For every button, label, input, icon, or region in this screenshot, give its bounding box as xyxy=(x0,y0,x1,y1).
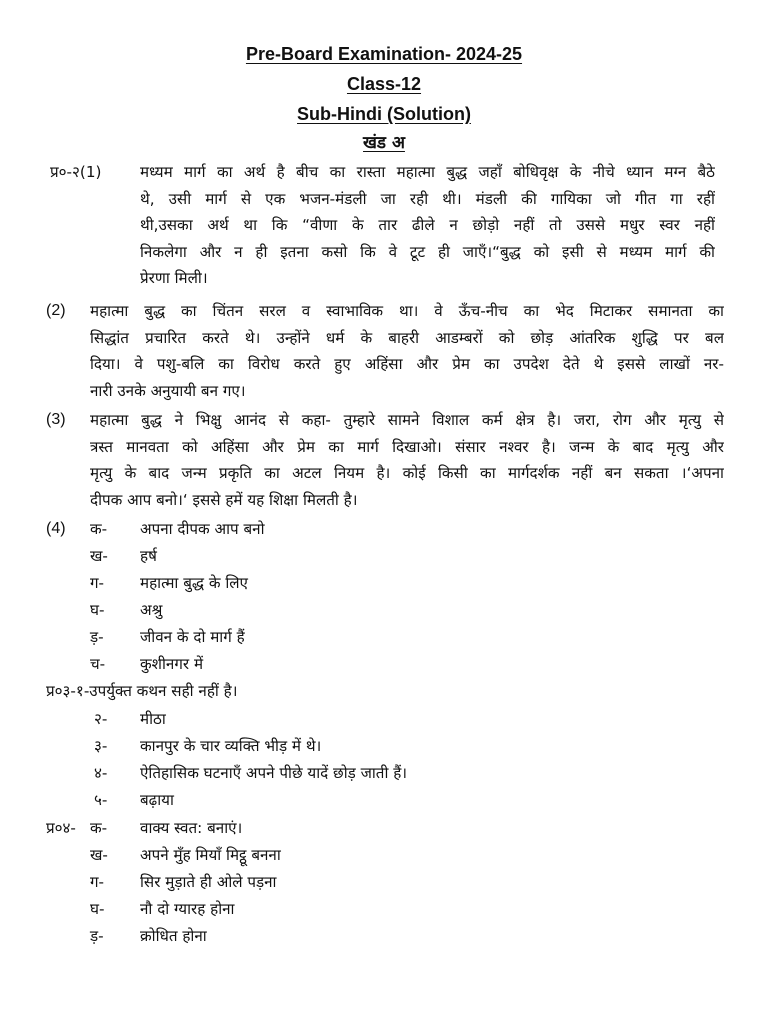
item-mark: ग- xyxy=(90,873,105,891)
answer-line: मध्यम मार्ग का अर्थ है बीच का रास्ता महात्मा बुद्ध जहाँ बोधिवृक्ष के नीचे ध्यान मग्न बैठे xyxy=(140,163,715,181)
item-answer: मीठा xyxy=(140,710,166,728)
item-answer: ऐतिहासिक घटनाएँ अपने पीछे यादें छोड़ जाती हैं। xyxy=(140,764,408,782)
item-mark: ५- xyxy=(94,791,108,809)
item-mark: घ- xyxy=(90,900,105,918)
item-answer: अश्रु xyxy=(140,601,163,619)
exam-title: Pre-Board Examination- 2024-25 xyxy=(245,44,523,64)
answer-line: थे, उसी मार्ग से एक भजन-मंडली जा रही थी। मंडली की गायिका जो गीत गा रहीं xyxy=(140,189,715,208)
answer-line: दिया। वे पशु-बलि का विरोध करते हुए अहिंसा और प्रेम का उपदेश देते थे इससे लाखों नर- xyxy=(90,355,724,374)
answer-line: थी,उसका अर्थ था कि “वीणा के तार ढीले न छोड़ो नहीं तो उससे मधुर स्वर नहीं xyxy=(140,216,715,235)
answer-line: निकलेगा और न ही इतना कसो कि वे टूट ही जाएँ।“बुद्ध को इसी से मध्यम मार्ग की xyxy=(140,242,715,261)
answer-line: प्रेरणा मिली। xyxy=(140,269,208,288)
answer-line: मृत्यु के बाद जन्म प्रकृति का अटल नियम है। कोई किसी का मार्गदर्शक नहीं बन सकता ।‘अपना xyxy=(90,464,724,483)
answer-2-2 xyxy=(90,298,724,404)
item-answer: अपने मुँह मियाँ मिट्ठू बनना xyxy=(140,846,281,864)
item-answer: नौ दो ग्यारह होना xyxy=(140,900,235,918)
question-4-label: प्र०४- xyxy=(46,819,76,837)
answer-line: त्रस्त मानवता को अहिंसा और प्रेम का मार्ग दिखाओ। संसार नश्वर है। जन्म के बाद मृत्यु और xyxy=(90,437,724,456)
item-mark: २- xyxy=(94,710,108,728)
question-2-1-label: प्र०-२(1) xyxy=(50,163,102,181)
answer-line: दीपक आप बनो।‘ इससे हमें यह शिक्षा मिलती है। xyxy=(90,490,358,509)
item-answer: अपना दीपक आप बनो xyxy=(140,520,265,538)
class-title: Class-12 xyxy=(346,74,422,94)
item-mark: ग- xyxy=(90,574,105,592)
item-answer: महात्मा बुद्ध के लिए xyxy=(140,574,248,592)
item-answer: वाक्य स्वत: बनाएं। xyxy=(140,819,243,837)
question-3-first-answer: प्र०३-१-उपर्युक्त कथन सही नहीं है। xyxy=(46,682,238,700)
item-answer: सिर मुड़ाते ही ओले पड़ना xyxy=(140,873,277,891)
item-answer: कानपुर के चार व्यक्ति भीड़ में थे। xyxy=(140,737,322,755)
answer-line: सिद्धांत प्रचारित करते थे। उन्होंने धर्म के बाहरी आडम्बरों को छोड़ आंतरिक शुद्धि पर बल xyxy=(90,328,724,347)
item-answer: बढ़ाया xyxy=(140,791,174,809)
item-mark: ३- xyxy=(94,737,108,755)
item-mark: ख- xyxy=(90,547,108,565)
subject-title: Sub-Hindi (Solution) xyxy=(297,104,471,124)
item-answer: क्रोधित होना xyxy=(140,927,207,945)
question-2-2-label: (2) xyxy=(46,302,66,319)
item-answer: हर्ष xyxy=(140,547,157,565)
question-2-3-label: (3) xyxy=(46,411,66,428)
item-mark: ख- xyxy=(90,846,108,864)
item-mark: च- xyxy=(90,655,106,673)
answer-2-1 xyxy=(140,159,715,292)
answer-line: महात्मा बुद्ध ने भिक्षु आनंद से कहा- तुम्हारे सामने विशाल कर्म क्षेत्र है। जरा, रोग और मृत्यु से xyxy=(90,411,724,429)
answer-line: नारी उनके अनुयायी बन गए। xyxy=(90,381,246,400)
item-mark: ड़- xyxy=(90,628,104,646)
item-mark: ड़- xyxy=(90,927,104,945)
answer-line: महात्मा बुद्ध का चिंतन सरल व स्वाभाविक था। वे ऊँच-नीच का भेद मिटाकर समानता का xyxy=(90,302,724,320)
item-mark: घ- xyxy=(90,601,105,619)
item-mark: क- xyxy=(90,520,108,538)
item-mark: ४- xyxy=(94,764,108,782)
item-mark: क- xyxy=(90,819,108,837)
answer-2-3 xyxy=(90,407,724,513)
question-2-4-label: (4) xyxy=(46,520,66,537)
item-answer: जीवन के दो मार्ग हैं xyxy=(140,628,245,646)
section-title: खंड अ xyxy=(363,133,405,153)
item-answer: कुशीनगर में xyxy=(140,655,204,673)
